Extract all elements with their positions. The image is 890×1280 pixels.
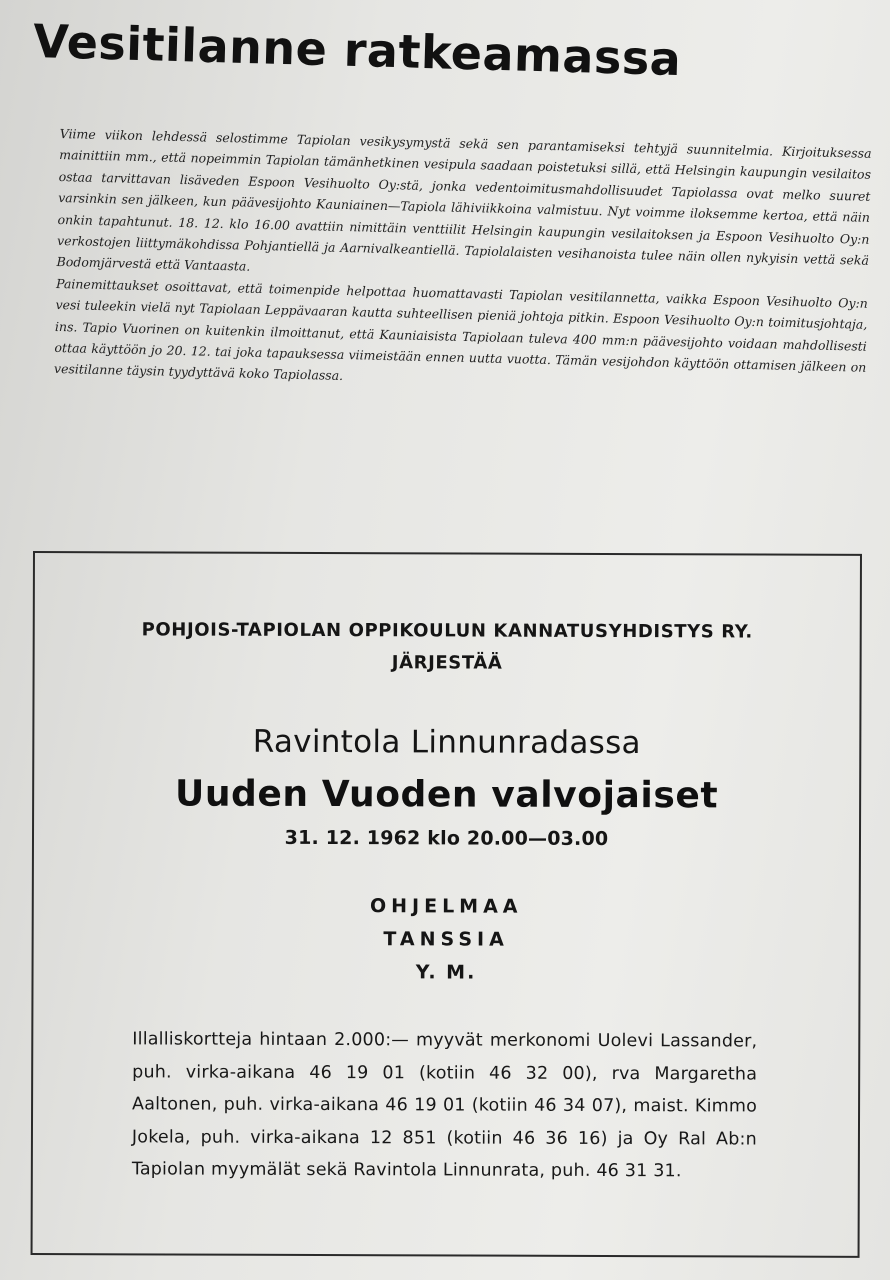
ad-event-title: Uuden Vuoden valvojaiset — [174, 773, 719, 817]
ad-date-time: 31. 12. 1962 klo 20.00—03.00 — [284, 826, 609, 851]
ad-tickets-text: Illalliskortteja hintaan 2.000:— myyvät merkonomi Uolevi Lassander, puh. virka-aikana 46 19 01 (kotiin 46 32 00), rva Margaretha Aaltonen, puh. virka-aikana 46 19 01 (kotiin 46 34 07), maist. Kimmo Jokela, puh. virka-aikana 12 851 (kotiin 46 36 16) ja Oy Ral Ab:n Tapiolan myymälät sekä Ravintola Linnunrata, puh. 46 31 31. — [131, 1029, 758, 1182]
advertisement-box — [31, 551, 862, 1258]
article-body — [54, 123, 872, 400]
article-headline: Vesitilanne ratkeamassa — [32, 14, 683, 87]
ad-program-item: OHJELMAA — [369, 895, 523, 918]
article-paragraph: Painemittaukset osoittavat, että toimenpide helpottaa huomattavasti Tapiolan vesitilannetta, vaikka Espoon Vesihuolto Oy:n vesi tuleekin vielä nyt Tapiolaan Leppävaaran kautta suhteellisen pieniä johtoja pitkin. Espoon Vesihuolto Oy:n toimitusjohtaja, ins. Tapio Vuorinen on kuitenkin ilmoittanut, että Kauniaisista Tapiolaan tuleva 400 mm:n päävesijohto voidaan mahdollisesti ottaa käyttöön jo 20. 12. tai joka tapauksessa viimeistään ennen uutta vuotta. Tämän vesijohdon käyttöön ottamisen jälkeen on vesitilanne täysin tyydyttävä koko Tapiolassa. — [53, 275, 869, 384]
article-paragraph: Viime viikon lehdessä selostimme Tapiolan vesikysymystä sekä sen parantamiseksi tehtyjä suunnitelmia. Kirjoituksessa mainittiin mm., että nopeimmin Tapiolan tämänhetkinen vesipula saadaan poistetuksi sillä, että Helsingin kaupungin vesilaitos ostaa tarvittavan lisäveden Espoon Vesihuolto Oy:stä, jonka vedentoimitusmahdollisuudet Tapiolassa ovat melko suuret varsinkin sen jälkeen, kun päävesijohto Kauniainen—Tapiola lähiviikkoina valmistuu. Nyt voimme iloksemme kertoa, että näin onkin tapahtunut. 18. 12. klo 16.00 avattiin nimittäin venttiilit Helsingin kaupungin vesilaitoksen ja Espoon Vesihuolto Oy:n verkostojen liittymäkohdissa Pohjantiellä ja Aarnivalkeantiellä. Tapiolalaisten vesihanoista tulee näin ollen nykyisin vettä sekä Bodomjärvestä että Vantaasta. — [56, 125, 872, 275]
ad-venue: Ravintola Linnunradassa — [252, 723, 641, 762]
ad-program-item: Y. M. — [415, 961, 477, 984]
ad-program-item: TANSSIA — [383, 928, 509, 951]
ad-organizer: POHJOIS-TAPIOLAN OPPIKOULUN KANNATUSYHDISTYS RY. — [141, 619, 753, 643]
ad-arranges: JÄRJESTÄÄ — [391, 652, 503, 674]
